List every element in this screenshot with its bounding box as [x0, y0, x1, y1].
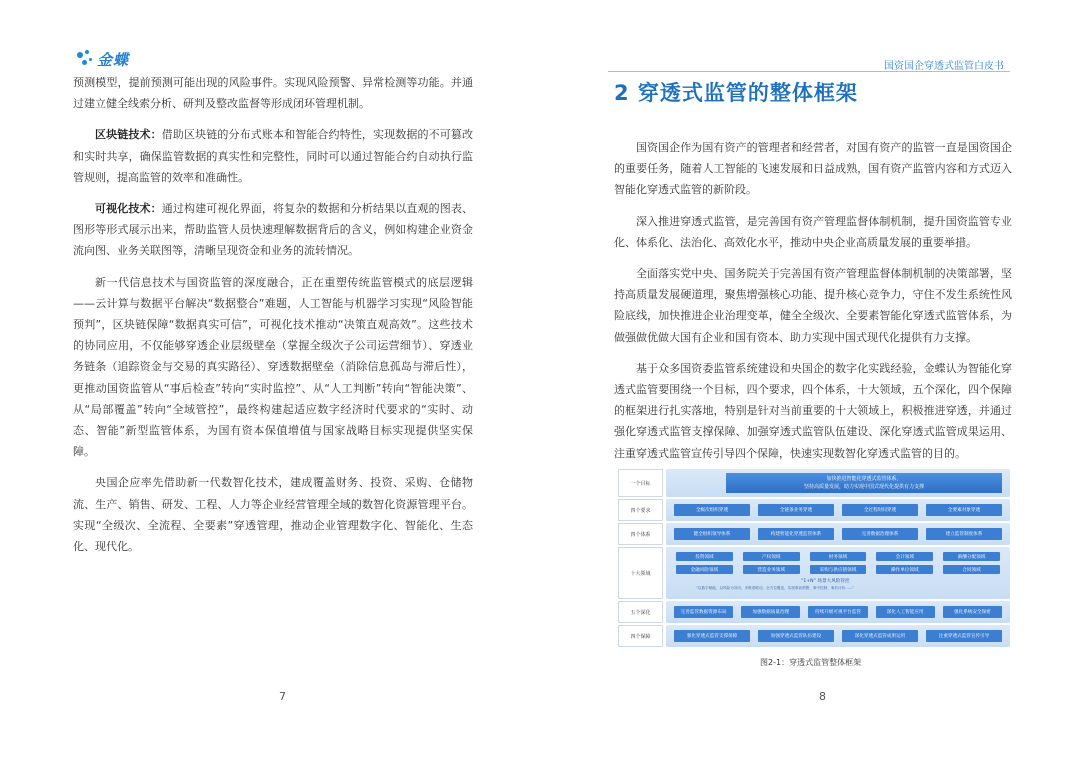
- framework-row-band: [666, 499, 1010, 521]
- left-paragraph: 可视化技术：通过构建可视化界面，将复杂的数据和分析结果以直观的图表、图形等形式展示出来，帮助监管人员快速理解数据背后的含义，例如构建企业资金流向图、业务关联图等，清晰呈现资金和业务的流转情况。: [73, 202, 474, 258]
- figure-caption: 图2-1：穿透式监管整体框架: [760, 658, 862, 667]
- left-paragraph: 新一代信息技术与国资监管的深度融合，正在重塑传统监管模式的底层逻辑——云计算与数据平台解决“数据整合”难题，人工智能与机器学习实现“风险智能预判”，区块链保障“数据真实可信”，可视化技术推动“决策直观高效”。这些技术的协同应用，不仅能够穿透企业层级壁垒（掌握全级次子公司运营细节）、穿透业务链条（追踪资金与交易的真实路径）、穿透数据壁垒（消除信息孤岛与滞后性），更推动国资监管从“事后检查”转向“实时监控”、从“人工判断”转向“智能决策”、从“局部覆盖”转向“全域管控”，最终构建起适应数字经济时代要求的“实时、动态、智能”新型监管体系，为国有资本保值增值与国家战略目标实现提供坚实保障。: [73, 275, 473, 459]
- brand-name: 金蝶: [97, 51, 130, 69]
- framework-row-label: 四个体系: [618, 523, 663, 545]
- framework-item: 加强数据质量治理: [741, 606, 800, 618]
- framework-row-label: 一个目标: [618, 469, 663, 497]
- framework-row-label: 十大领域: [618, 547, 663, 599]
- term-label: 可视化技术：: [95, 202, 162, 216]
- framework-row: [614, 499, 1012, 521]
- framework-item: 健全组织领导体系: [674, 528, 750, 540]
- left-paragraph: 区块链技术：借助区块链的分布式账本和智能合约特性，实现数据的不可篡改和实时共享，确保监管数据的真实性和完整性，同时可以通过智能合约自动执行监管规则，提高监管的效率和准确性。: [73, 128, 474, 184]
- framework-item: 持续升级可视平台监管: [808, 606, 867, 618]
- document-title-header: 国资国企穿透式监管白皮书: [884, 61, 1004, 72]
- page-number-left: 7: [279, 690, 286, 703]
- framework-row-band: [666, 523, 1010, 545]
- framework-domain-item: 营造业务领域: [743, 565, 800, 574]
- right-paragraph: 基于众多国资委监管系统建设和央国企的数字化实践经验，金蝶认为智能化穿透式监管要围绕一个目标，四个要求，四个体系，十大领域，五个深化，四个保障的框架进行扎实落地，特别是针对当前重要的十大领域上，积极推进穿透，并通过强化穿透式监管支撑保障、加强穿透式监管队伍建设、深化穿透式监管成果运用、注重穿透式监管宣传引导四个保障，快速实现数智化穿透式监管的目的。: [614, 361, 1012, 460]
- header-rule: [608, 71, 1010, 72]
- framework-row-band: [666, 547, 1010, 599]
- framework-item: 强化穿透式监管支撑保障: [674, 630, 750, 642]
- left-paragraph: 预测模型，提前预测可能出现的风险事件。实现风险预警、异常检测等功能。并通过建立健全线索分析、研判及整改监督等形成闭环管理机制。: [73, 76, 473, 111]
- framework-center-note: “以数字赋能，以风险为导向，多维度联动，全方位覆盖，实现事前预警、事中控制、事后评价……”: [696, 586, 855, 590]
- framework-row-label: 四个保障: [618, 625, 663, 647]
- framework-domain-item: 采购与供应链领域: [810, 565, 867, 574]
- framework-domain-item: 投资领域: [676, 552, 733, 561]
- framework-item: 全过程时间穿透: [842, 504, 918, 516]
- framework-domain-item: 合同领域: [943, 565, 1000, 574]
- framework-row: [614, 547, 1012, 599]
- framework-item: 加强穿透式监管队伍建设: [758, 630, 834, 642]
- framework-item: 完善数据治理体系: [842, 528, 918, 540]
- framework-item: 全要素对象穿透: [926, 504, 1002, 516]
- framework-row-band: [666, 601, 1010, 623]
- framework-item: 注重穿透式监管宣传引导: [926, 630, 1002, 642]
- framework-diagram: [614, 467, 1012, 651]
- framework-row-label: 四个要求: [618, 499, 663, 521]
- brand-logo: [76, 49, 129, 70]
- kingdee-logo-icon: [76, 50, 94, 70]
- framework-domain-item: 会计领域: [876, 552, 933, 561]
- framework-goal-banner: [726, 473, 1002, 493]
- right-paragraph: 全面落实党中央、国务院关于完善国有资产管理监督体制机制的决策部署，坚持高质量发展硬道理，聚焦增强核心功能、提升核心竞争力，守住不发生系统性风险底线，加快推进企业治理变革，健全全级次、全要素智能化穿透式监管体系，为做强做优做大国有企业和国有资本、助力实现中国式现代化提供有力支撑。: [614, 267, 1012, 344]
- right-body-text: [614, 137, 1012, 474]
- framework-row-band: [666, 625, 1010, 647]
- framework-item: 深化穿透式监管成果运用: [842, 630, 918, 642]
- term-label: 区块链技术：: [95, 128, 162, 142]
- goal-line: 加快推进智能化穿透式监管体系，: [826, 476, 902, 482]
- framework-item: 深化人工智能应用: [876, 606, 935, 618]
- chapter-heading: 2 穿透式监管的整体框架: [614, 81, 858, 105]
- framework-row: [614, 523, 1012, 545]
- framework-domain-item: 金融风险领域: [676, 565, 733, 574]
- framework-item: 完善监管数据资源布局: [674, 606, 733, 618]
- framework-domain-item: 薪酬分配领域: [943, 552, 1000, 561]
- left-paragraph: 央国企应率先借助新一代数智化技术，建成覆盖财务、投资、采购、仓储物流、生产、销售、研发、工程、人力等企业经营管理全域的数智化资源管理平台。实现“全级次、全流程、全要素”穿透管理，推动企业管理数字化、智能化、生态化、现代化。: [73, 476, 473, 554]
- framework-domain-item: 财务领域: [810, 552, 867, 561]
- framework-row-band: [666, 469, 1010, 497]
- framework-item: 全链条业务穿透: [758, 504, 834, 516]
- framework-item: 建立监管制度体系: [926, 528, 1002, 540]
- page-number-right: 8: [819, 690, 826, 703]
- right-paragraph: 国资国企作为国有资产的管理者和经营者，对国有资产的监管一直是国资国企的重要任务，随着人工智能的飞速发展和日益成熟，国有资产监管内容和方式迈入智能化穿透式监管的新阶段。: [614, 141, 1012, 197]
- goal-line: 坚持高质量发展，助力实现中国式现代化提供有力支撑: [803, 484, 924, 490]
- framework-domain-item: 操作单位领域: [876, 565, 933, 574]
- framework-center-title: “1+N” 场景大风险管控: [801, 579, 850, 584]
- right-paragraph: 深入推进穿透式监管，是完善国有资产管理监督体制机制，提升国资监管专业化、体系化、法治化、高效化水平，推动中央企业高质量发展的重要举措。: [614, 214, 1012, 249]
- framework-item: 构建智能化穿透监管体系: [758, 528, 834, 540]
- framework-row: [614, 601, 1012, 623]
- framework-item: 强化系统安全保密: [943, 606, 1002, 618]
- framework-row-label: 五个深化: [618, 601, 663, 623]
- framework-row: [614, 469, 1012, 497]
- framework-row: [614, 625, 1012, 647]
- framework-domain-item: 产权领域: [743, 552, 800, 561]
- left-body-text: [73, 72, 473, 567]
- framework-item: 全级次组织穿透: [674, 504, 750, 516]
